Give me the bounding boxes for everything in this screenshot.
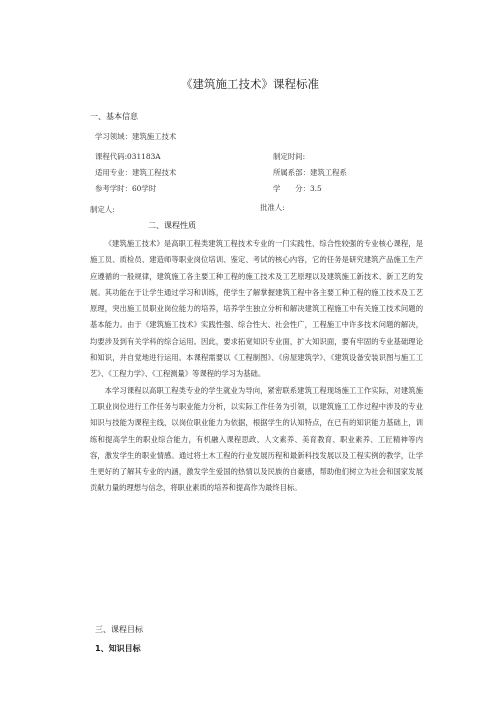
subheading-knowledge-goals: 1、知识目标: [95, 644, 141, 653]
field-course-code: 课程代码:031183A: [95, 152, 161, 161]
field-major: 适用专业：建筑工程技术: [95, 168, 177, 177]
field-approver: 批准人:: [260, 203, 285, 212]
document-title: 《建筑施工技术》课程标准: [181, 77, 319, 91]
paragraph-2: 本学习课程以高职工程类专业的学生就业为导向，紧密联系建筑工程现场施工工作实际，对建筑施工职业岗位进行工作任务与职业能力分析，以实际工作任务为引领，以建筑施工工作过程中涉及的专业知识与技能为课程主线，以岗位职业能力为依据，根据学生的认知特点，在已有的知识能力基础上，训练和提高学生的职业综合能力，有机融入课程思政、人文素养、美育教育、职业素养、工匠精神等内容，激发学生的职业情感。通过将土木工程的行业发展历程和最新科技发展以及工程实例的教学，让学生更好的了解其专业的内涵，激发学生爱国的热情以及民族的自豪感，帮助他们树立为社会和国家发展贡献力量的理想与信念，将职业素质的培养和提高作为最终目标。: [90, 385, 423, 493]
paragraph-1: 《建筑施工技术》是高职工程类建筑工程技术专业的一门实践性、综合性较强的专业核心课程，是施工员、质检员、建造师等职业岗位培训、鉴定、考试的核心内容，它的任务是研究建筑产品施工生产应遵循的一般规律，建筑施工各主要工种工程的施工技术及工艺原理以及建筑施工新技术、新工艺的发展。其功能在于让学生通过学习和训练，使学生了解掌握建筑工程中各主要工种工程的施工技术及工艺原理，突出施工员职业岗位能力的培养，培养学生独立分析和解决建筑工程施工中有关施工技术问题的基本能力。由于《建筑施工技术》实践性强、综合性大、社会性广，工程施工中许多技术问题的解决，均要涉及到有关学科的综合运用。因此，要求拓宽知识专业面，扩大知识面，要有牢固的专业基础理论和知识，并自觉地进行运用。本课程需要以《工程制图》、《房屋建筑学》、《建筑设备安装识图与施工工艺》、《工程力学》、《工程测量》等课程的学习为基础。: [90, 239, 423, 379]
section-heading-course-goals: 三、课程目标: [95, 625, 143, 634]
field-set-time: 制定时间:: [273, 152, 306, 161]
course-nature-body: [90, 236, 423, 497]
field-department: 所属系部：建筑工程系: [273, 168, 347, 177]
field-credits: 学 分：3.5: [273, 184, 322, 193]
section-heading-course-nature: 二、课程性质: [148, 221, 196, 230]
section-heading-basic-info: 一、基本信息: [90, 112, 138, 121]
field-hours: 参考学时：60学时: [95, 184, 157, 193]
field-study-area: 学习领域：建筑施工技术: [95, 132, 177, 141]
field-author: 制定人:: [90, 205, 115, 214]
